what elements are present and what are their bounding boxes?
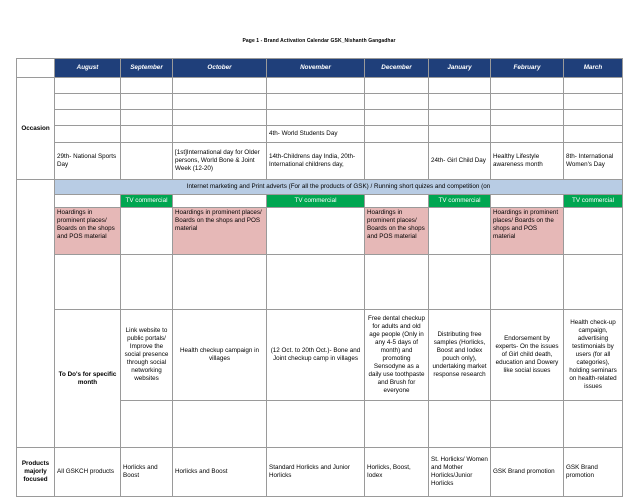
month-august: August (55, 59, 121, 78)
occasion-november: 14th-Childrens day India, 20th-International childrens day, (267, 143, 365, 180)
month-october: October (173, 59, 267, 78)
products-december: Horlicks, Boost, Iodex (365, 448, 429, 497)
products-september: Horlicks and Boost (121, 448, 173, 497)
tv-commercial-nov: TV commercial (267, 195, 365, 208)
month-september: September (121, 59, 173, 78)
internet-row (17, 180, 623, 195)
month-february: February (491, 59, 564, 78)
tv-row (17, 195, 623, 208)
todo-november: Free dental checkup for adults and old age people (Only in any 4-5 days of month) and promoting Sensodyne as a daily use toothpaste and Brush for everyone (365, 310, 429, 401)
hoarding-december: Hoardings in prominent places/ Boards on the shops and POS material (365, 208, 429, 255)
todo-august: Link website to public portals/ Improve the social presence through social networking websites (121, 310, 173, 401)
month-header-row (17, 59, 623, 78)
month-november: November (267, 59, 365, 78)
spacer-row (17, 255, 623, 310)
month-january: January (429, 59, 491, 78)
occasion-nov-top: 4th- World Students Day (267, 126, 365, 143)
blank-row (17, 94, 623, 110)
internet-marketing-banner: Internet marketing and Print adverts (For all the products of GSK) / Running short quizes and competition (on (55, 180, 623, 195)
todo-january: Endorsement by experts- On the issues of Girl child death, education and Dowery like social issues (491, 310, 564, 401)
hoarding-february: Hoardings in prominent places/ Boards on the shops and POS material (491, 208, 564, 255)
products-january: St. Horlicks/ Women and Mother Horlicks/Junior Horlicks (429, 448, 491, 497)
month-december: December (365, 59, 429, 78)
tv-commercial-jan: TV commercial (429, 195, 491, 208)
products-february: GSK Brand promotion (491, 448, 564, 497)
page-title: Page 1 - Brand Activation Calendar GSK_Nishanth Gangadhar (242, 38, 396, 44)
todo-row (17, 310, 623, 401)
calendar-table (16, 58, 623, 497)
products-row (17, 448, 623, 497)
todo-february: Health check-up campaign, advertising testimonials by users (for all categories), holding seminars on health-related issues (564, 310, 623, 401)
occasion-february: Healthy Lifestyle awareness month (491, 143, 564, 180)
todo-label: To Do's for specific month (55, 310, 121, 448)
month-march: March (564, 59, 623, 78)
occasion-row (17, 143, 623, 180)
occasion-row-top (17, 126, 623, 143)
todo-october: (12 Oct. to 20th Oct.)- Bone and Joint checkup camp in villages (267, 310, 365, 401)
hoarding-row (17, 208, 623, 255)
todo-september: Health checkup campaign in villages (173, 310, 267, 401)
products-november: Standard Horlicks and Junior Horlicks (267, 448, 365, 497)
blank-row (17, 78, 623, 94)
occasion-january: 24th- Girl Child Day (429, 143, 491, 180)
occasion-october: [1st]International day for Older persons, World Bone & Joint Week (12-20) (173, 143, 267, 180)
products-label: Products majorly focused (17, 448, 55, 497)
hoarding-august: Hoardings in prominent places/ Boards on the shops and POS material (55, 208, 121, 255)
hoarding-october: Hoardings in prominent places/ Boards on the shops and POS material (173, 208, 267, 255)
products-october: Horlicks and Boost (173, 448, 267, 497)
todo-december: Distributing free samples (Horlicks, Boost and Iodex pouch only), undertaking market response research (429, 310, 491, 401)
header-corner (17, 59, 55, 78)
products-march: GSK Brand promotion (564, 448, 623, 497)
occasion-march: 8th- International Women's Day (564, 143, 623, 180)
occasion-august: 29th- National Sports Day (55, 143, 121, 180)
occasion-label: Occasion (17, 78, 55, 180)
tv-commercial-sep: TV commercial (121, 195, 173, 208)
products-august: All GSKCH products (55, 448, 121, 497)
tv-commercial-mar: TV commercial (564, 195, 623, 208)
blank-row (17, 110, 623, 126)
